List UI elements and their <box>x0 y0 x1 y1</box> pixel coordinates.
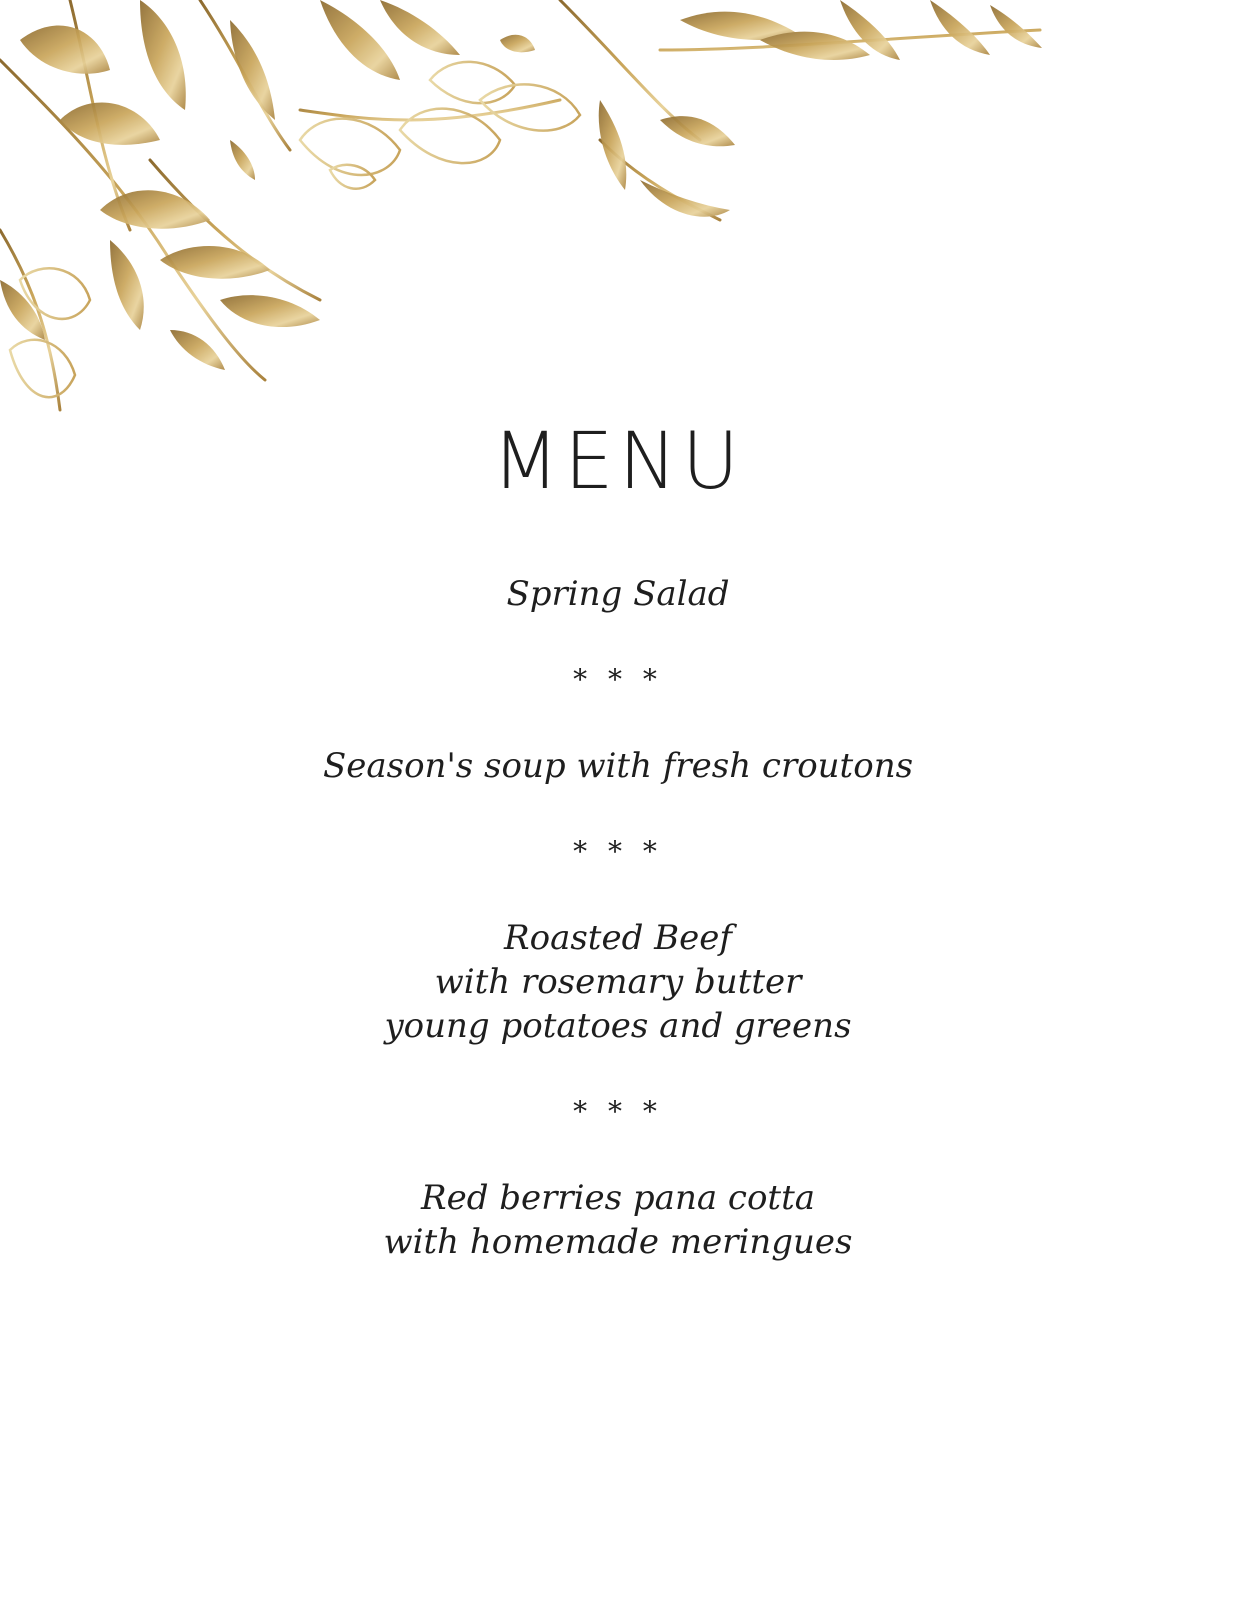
course-1-line-1: Spring Salad <box>506 574 730 614</box>
course-3-line-2: with rosemary butter <box>434 962 802 1002</box>
course-list <box>0 572 1236 1264</box>
course-4-line-2: with homemade meringues <box>383 1222 853 1262</box>
page-title: MENU <box>491 417 745 507</box>
course-separator: * * * <box>573 663 663 696</box>
course-separator: * * * <box>573 835 663 868</box>
course-2-line-1: Season's soup with fresh croutons <box>322 746 914 786</box>
gold-foliage-icon <box>0 0 1236 450</box>
course-3-line-3: young potatoes and greens <box>384 1006 852 1046</box>
course-3-line-1: Roasted Beef <box>504 918 732 958</box>
course-4-line-1: Red berries pana cotta <box>420 1178 816 1218</box>
course-separator: * * * <box>573 1095 663 1128</box>
